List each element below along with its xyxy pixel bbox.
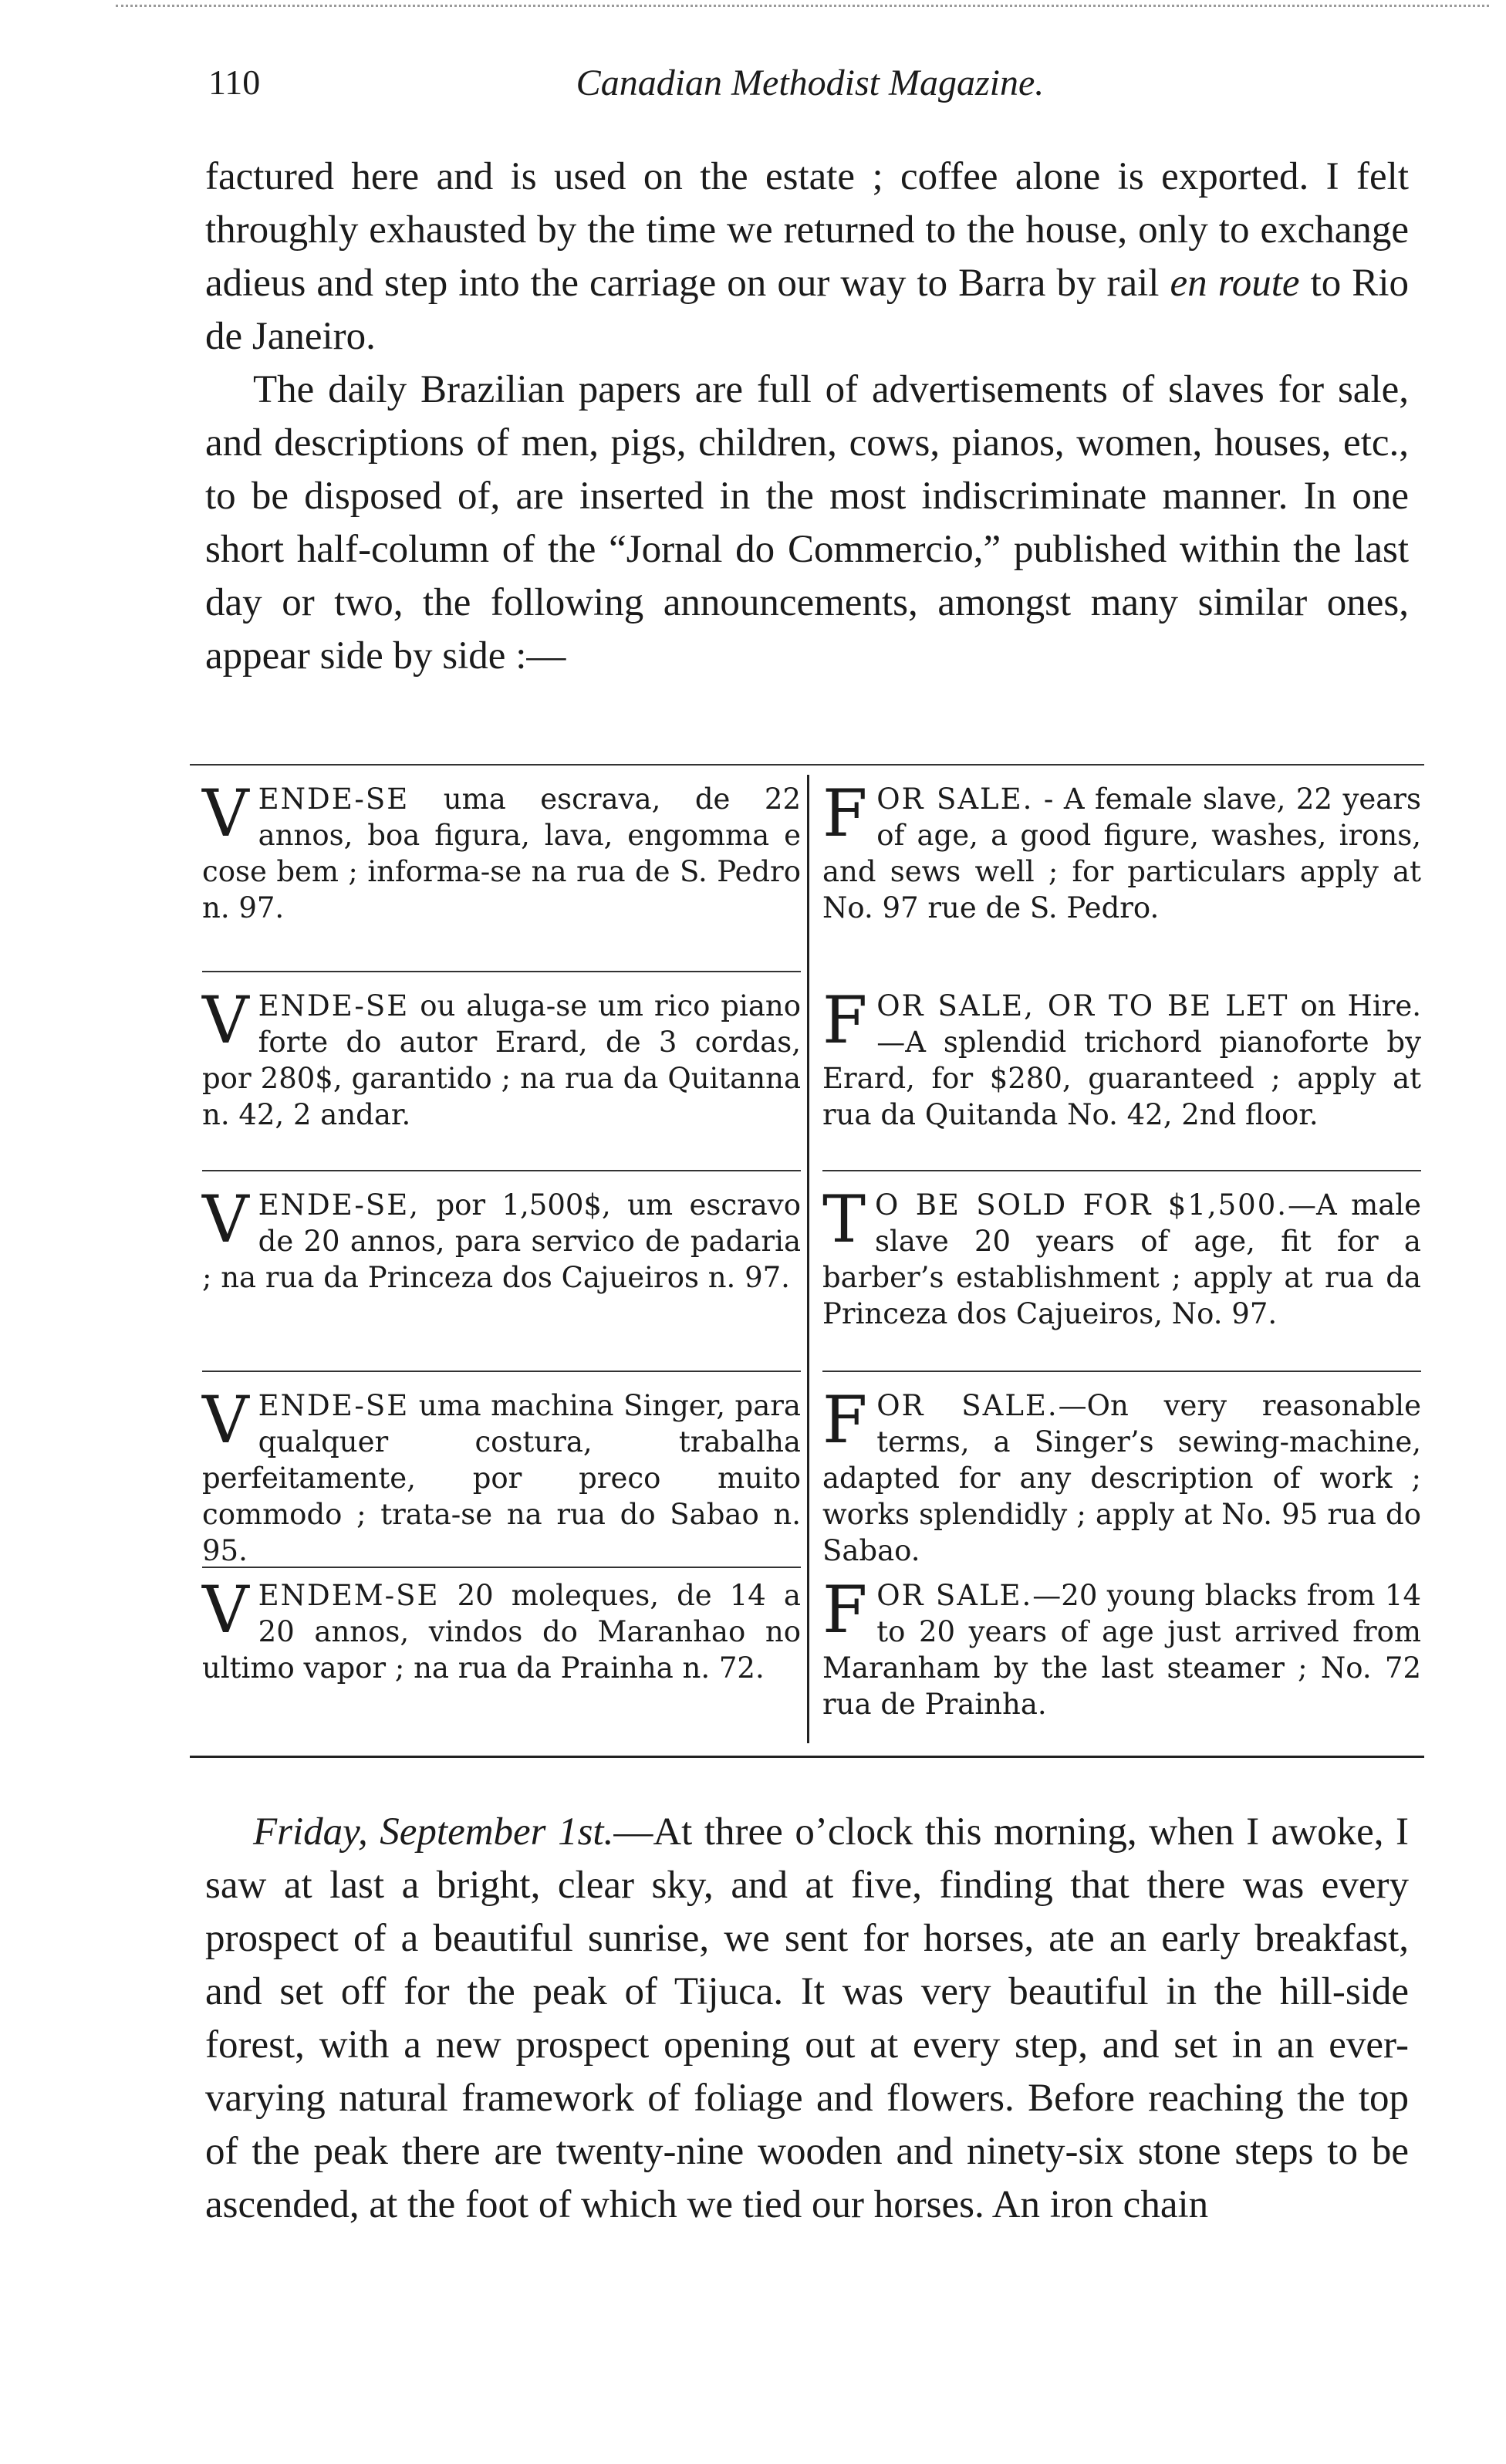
ad-english-3: T O BE SOLD FOR $1,500.—A male slave 20 years of age, fit for a barber’s establishment ; apply at rua da Princeza dos Cajueiros, No. 97. bbox=[822, 1181, 1421, 1330]
ad-separator bbox=[822, 1371, 1421, 1372]
ad-separator bbox=[202, 1567, 801, 1568]
top-edge-rule bbox=[116, 5, 1489, 7]
italic-phrase: en route bbox=[1170, 262, 1300, 305]
ad-separator bbox=[202, 1170, 801, 1171]
ad-english-5: FOR SALE.—20 young blacks from 14 to 20 years of age just arrived from Maranham by the last steamer ; No. 72 rua de Prainha. bbox=[822, 1572, 1421, 1721]
drop-cap: F bbox=[822, 776, 868, 851]
diary-date: Friday, September 1st. bbox=[253, 1810, 614, 1854]
drop-cap: V bbox=[202, 1382, 249, 1458]
ads-top-rule bbox=[190, 764, 1424, 766]
advertisement-columns bbox=[190, 764, 1424, 1775]
ad-portuguese-5: VENDEM-SE 20 moleques, de 14 a 20 annos, vindos do Maranhao no ultimo vapor ; na rua da Prainha n. 72. bbox=[202, 1572, 801, 1685]
page-header bbox=[208, 62, 1420, 123]
ads-bottom-rule bbox=[190, 1756, 1424, 1758]
ad-english-4: FOR SALE.—On very reasonable terms, a Singer’s sewing-machine, adapted for any description of work ; works splendidly ; apply at No. 95 rua do Sabao. bbox=[822, 1382, 1421, 1567]
drop-cap: F bbox=[822, 1572, 868, 1648]
drop-cap: V bbox=[202, 1181, 249, 1257]
drop-cap: T bbox=[822, 1181, 866, 1257]
ad-portuguese-3: VENDE-SE, por 1,500$, um escravo de 20 annos, para servico de padaria ; na rua da Princeza dos Cajueiros n. 97. bbox=[202, 1181, 801, 1294]
ad-english-2: FOR SALE, OR TO BE LET on Hire.—A splendid trichord pianoforte by Erard, for $280, guaranteed ; apply at rua da Quitanda No. 42, 2nd floor. bbox=[822, 982, 1421, 1131]
ad-separator bbox=[822, 1170, 1421, 1171]
ad-portuguese-4: VENDE-SE uma machina Singer, para qualquer costura, trabalha perfeitamente, por preco muito commodo ; trata-se na rua do Sabao n. 95. bbox=[202, 1382, 801, 1567]
running-title: Canadian Methodist Magazine. bbox=[576, 63, 1045, 103]
intro-text bbox=[205, 150, 1409, 683]
drop-cap: V bbox=[202, 1572, 249, 1648]
diary-text bbox=[205, 1806, 1409, 2232]
drop-cap: F bbox=[822, 982, 868, 1058]
column-divider bbox=[807, 775, 809, 1743]
intro-paragraph-2: The daily Brazilian papers are full of advertisements of slaves for sale, and descriptions of men, pigs, children, cows, pianos, women, houses, etc., to be disposed of, are inserted in the most indiscriminate manner. In one short half-column of the “Jornal do Commercio,” published within the last day or two, the following announcements, amongst many similar ones, appear side by side :— bbox=[205, 368, 1409, 678]
ad-portuguese-1: VENDE-SE uma escrava, de 22 annos, boa figura, lava, engomma e cose bem ; informa-se na rua de S. Pedro n. 97. bbox=[202, 776, 801, 924]
ad-separator bbox=[202, 1371, 801, 1372]
ad-portuguese-2: VENDE-SE ou aluga-se um rico piano forte do autor Erard, de 3 cordas, por 280$, garantido ; na rua da Quitanna n. 42, 2 andar. bbox=[202, 982, 801, 1131]
drop-cap: V bbox=[202, 776, 249, 851]
ad-separator bbox=[202, 971, 801, 972]
page-number: 110 bbox=[208, 63, 261, 102]
drop-cap: V bbox=[202, 982, 249, 1058]
intro-paragraph-1: factured here and is used on the estate ; coffee alone is exported. I felt throughly exhausted by the time we returned to the house, only to exchange adieus and step into the carriage on our way to Barra by rail en route to Rio de Janeiro. bbox=[205, 155, 1409, 358]
drop-cap: F bbox=[822, 1382, 868, 1458]
diary-paragraph: Friday, September 1st.—At three o’clock this morning, when I awoke, I saw at last a bright, clear sky, and at five, finding that there was every prospect of a beautiful sunrise, we sent for horses, ate an early breakfast, and set off for the peak of Tijuca. It was very beautiful in the hill-side forest, with a new prospect opening out at every step, and set in an ever-varying natural framework of foliage and flowers. Before reaching the top of the peak there are twenty-nine wooden and ninety-six stone steps to be ascended, at the foot of which we tied our horses. An iron chain bbox=[205, 1810, 1410, 2226]
ad-english-1: FOR SALE. - A female slave, 22 years of age, a good figure, washes, irons, and sews well ; for particulars apply at No. 97 rue de S. Pedro. bbox=[822, 776, 1421, 924]
